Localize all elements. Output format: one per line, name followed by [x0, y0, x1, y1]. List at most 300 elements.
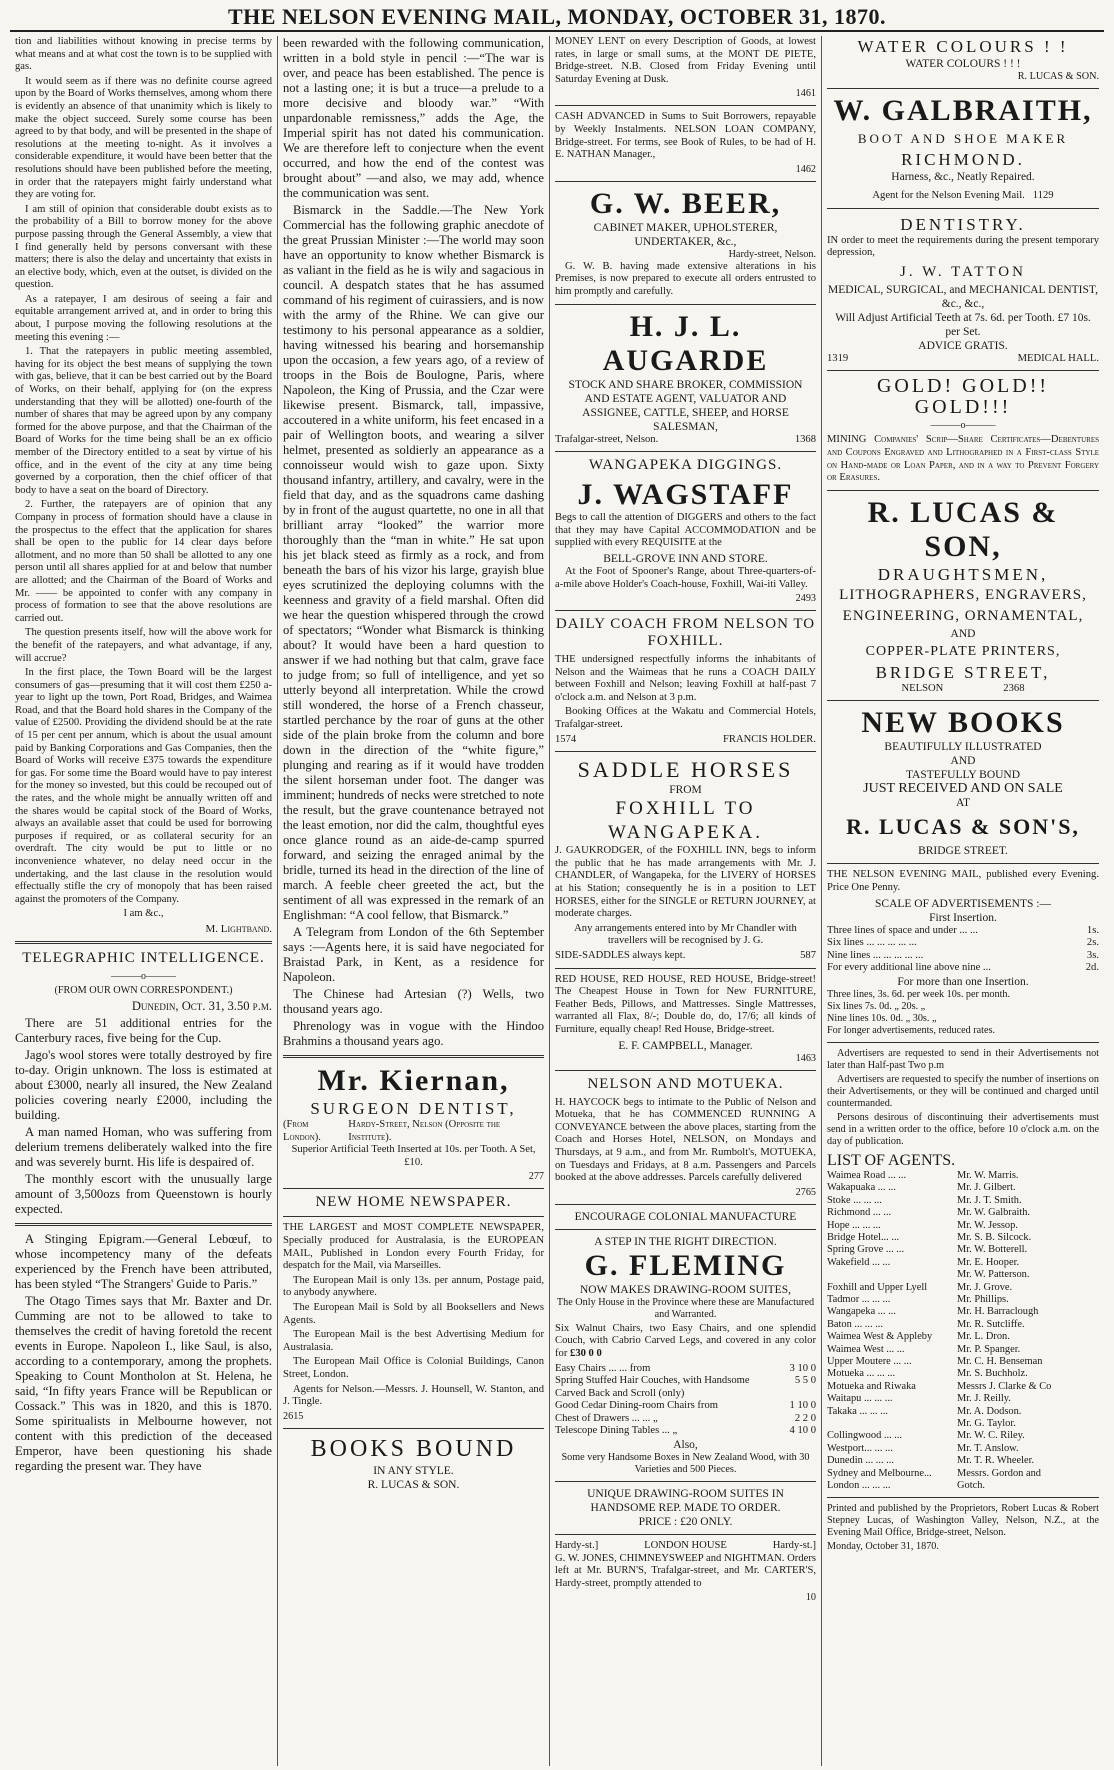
- unique-heading: UNIQUE DRAWING-ROOM SUITES IN HANDSOME REP. MADE TO ORDER.: [587, 1488, 784, 1515]
- agent-row: [827, 1269, 1099, 1281]
- price-value: 4 10 0: [789, 1425, 816, 1437]
- water-signature: R. LUCAS & SON.: [1017, 71, 1099, 82]
- agent-row: [827, 1182, 1099, 1194]
- telegraphic-item: There are 51 additional entries for the Canterbury races, five being for the Cup.: [15, 1015, 272, 1045]
- agent-row: [827, 1393, 1099, 1405]
- beer-trade: CABINET MAKER, UPHOLSTERER, UNDERTAKER, &c.,: [593, 221, 778, 248]
- agent-name: Gotch.: [957, 1480, 985, 1492]
- ad-number: 2615: [283, 1410, 304, 1422]
- agent-name: Mr. H. Barraclough: [957, 1306, 1039, 1318]
- notice: Advertisers are requested to specify the number of insertions on their Advertisements, or they will be continued and charged until countermanded.: [827, 1073, 1099, 1109]
- lucas-line: DRAUGHTSMEN,: [877, 564, 1049, 584]
- agent-row: [827, 1480, 1099, 1492]
- agent-row: [827, 1468, 1099, 1480]
- ad-number: 1319: [827, 352, 849, 364]
- wagstaff-address: At the Foot of Spooner's Range, about Three-quarters-of-a-mile above Holder's Coach-house, Foxhill, Wai-iti Valley.: [555, 565, 816, 590]
- divider: [283, 1188, 544, 1189]
- letter-para: 1. That the ratepayers in public meeting assembled, having for its object the best means of supplying the town with gas, believe, that it can be best carried out by the Board of Works, on their behalf, applying for (on the express understanding that they will be allotted) one-fourth of the number of shares that may be agreed upon by any company formed for the above purpose, and that the Chairman of the Board of Works for the time being shall be an ex officio member of the Directory entitled to a seat by virtue of his office, and in the event of the city at any time being governed by a corporation, then the chief officer of that body to have a seat on the board of Directory.: [15, 346, 272, 496]
- galbraith-trade: BOOT AND SHOE MAKER: [857, 131, 1069, 146]
- newspaper-body: The European Mail is only 13s. per annum, Postage paid, to anybody anywhere.: [283, 1274, 544, 1299]
- money-body: MONEY LENT on every Description of Goods, at lowest rates, in large or small sums, at the MONT DE PIETE, Bridge-street. N.B. Closed from Friday Evening until Saturday Evening at Dusk.: [555, 36, 816, 85]
- divider: [555, 1534, 816, 1535]
- divider: [555, 1229, 816, 1230]
- agent-place: Motueka and Riwaka: [827, 1380, 916, 1392]
- galbraith-body: Harness, &c., Neatly Repaired.: [891, 171, 1035, 183]
- price-item: Telescope Dining Tables ... „: [555, 1425, 678, 1437]
- agent-row: [827, 1455, 1099, 1467]
- agent-name: Mr. G. Taylor.: [957, 1418, 1016, 1430]
- agent-place: Dunedin ... ... ...: [827, 1455, 894, 1467]
- new-books-ad: [827, 706, 1099, 858]
- new-books-heading: NEW BOOKS: [861, 706, 1065, 740]
- ad-number: 1463: [795, 1052, 816, 1064]
- agent-name: Mr. J. Grove.: [957, 1281, 1013, 1293]
- mail-terms: [827, 869, 1099, 1148]
- agent-place: Baton ... ... ...: [827, 1318, 883, 1330]
- wangapeka-heading: WANGAPEKA DIGGINGS.: [588, 457, 783, 474]
- divider: [827, 370, 1099, 371]
- lucas-line: COPPER-PLATE PRINTERS,: [865, 643, 1061, 659]
- agent-row: [827, 1406, 1099, 1418]
- agent-place: London ... ... ...: [827, 1480, 891, 1492]
- coach-heading: DAILY COACH FROM NELSON TO FOXHILL.: [555, 616, 816, 650]
- ad-number: 277: [528, 1171, 544, 1183]
- motueka-heading: NELSON AND MOTUEKA.: [587, 1075, 784, 1092]
- london-house-bar: [555, 1540, 816, 1553]
- telegraphic-source: (FROM OUR OWN CORRESPONDENT.): [54, 984, 233, 996]
- telegraphic-dateline: Dunedin, Oct. 31, 3.50 p.m.: [131, 998, 272, 1013]
- mail-pub: THE NELSON EVENING MAIL, published every Evening. Price One Penny.: [827, 869, 1099, 893]
- agent-place: Wangapeka ... ...: [827, 1306, 896, 1318]
- augarde-body: STOCK AND SHARE BROKER, COMMISSION AND ESTATE AGENT, VALUATOR AND ASSIGNEE, CATTLE, SHEEP, and HORSE SALESMAN,: [568, 378, 803, 433]
- agent-place: Foxhill and Upper Lyell: [827, 1281, 928, 1293]
- galbraith-ad: [827, 94, 1099, 203]
- agent-place: Motueka ... ... ...: [827, 1368, 896, 1380]
- divider: [15, 1223, 272, 1226]
- dentist-hall: MEDICAL HALL.: [1017, 352, 1099, 364]
- agents-list: [827, 1170, 1099, 1493]
- agent-place: Richmond ... ...: [827, 1207, 892, 1219]
- news-item: A Telegram from London of the 6th September says :—Agents here, it is said have negociated for Braistad Park, in Kent, as a residence for Napoleon.: [283, 925, 544, 984]
- agent-place: Sydney and Melbourne...: [827, 1467, 932, 1479]
- masthead: [10, 4, 1104, 32]
- coach-body: THE undersigned respectfully informs the inhabitants of Nelson and the Waimeas that he runs a COACH DAILY between Foxhill and Nelson; leaving Foxhill at half-past 7 o'clock a.m. and Nelson at 3 p.m.: [555, 654, 816, 703]
- jones-ad: [555, 1553, 816, 1605]
- dentistry-heading: DENTISTRY.: [900, 214, 1026, 234]
- agent-place: Collingwood ... ...: [827, 1430, 903, 1442]
- lucas-and: AND: [950, 627, 976, 640]
- scale-row: [827, 925, 1099, 938]
- galbraith-agent: Agent for the Nelson Evening Mail.: [872, 190, 1025, 201]
- scale-price: 1s.: [1086, 924, 1099, 936]
- books-bound-ad: [283, 1434, 544, 1492]
- price-value: 1 10 0: [789, 1400, 816, 1412]
- newspaper-body: The European Mail Office is Colonial Buildings, Canon Street, London.: [283, 1356, 544, 1380]
- newspaper-heading: NEW HOME NEWSPAPER.: [315, 1194, 512, 1211]
- price-value: 5 5 0: [794, 1375, 816, 1387]
- dentist-name: J. W. TATTON: [900, 263, 1026, 280]
- beer-body: G. W. B. having made extensive alterations in his Premises, is now prepared to execute all orders entrusted to him promptly and carefully.: [555, 260, 816, 297]
- fleming-name: G. FLEMING: [584, 1248, 787, 1282]
- letter-para: The question presents itself, how will the above work for the benefit of the ratepayers, and what advantage, if any, will accrue?: [15, 627, 272, 664]
- ad-number: 2765: [795, 1186, 816, 1198]
- kiernan-ad: [283, 1064, 544, 1183]
- newspaper-body: The European Mail is Sold by all Booksellers and News Agents.: [283, 1301, 544, 1326]
- divider: [827, 1042, 1099, 1043]
- divider: [555, 751, 816, 752]
- cash-body: CASH ADVANCED in Sums to Suit Borrowers, repayable by Weekly Instalments. NELSON LOAN COMPANY, Bridge-street. For terms, see Book of Rules, to be had of H. E. NATHAN Manager.,: [555, 111, 816, 161]
- divider: [555, 1204, 816, 1205]
- price-item: Easy Chairs ... ... from: [555, 1362, 651, 1374]
- scale-first: First Insertion.: [929, 911, 997, 924]
- columns: [10, 36, 1104, 1766]
- agent-place: [827, 1269, 945, 1281]
- divider: [827, 208, 1099, 209]
- galbraith-place: RICHMOND.: [901, 150, 1025, 169]
- agent-name: Mr. C. H. Benseman: [957, 1356, 1043, 1367]
- news-item: The Chinese had Artesian (?) Wells, two thousand years ago.: [283, 987, 544, 1016]
- ad-number: 1368: [794, 433, 816, 445]
- scale-heading: SCALE OF ADVERTISEMENTS :—: [875, 897, 1051, 910]
- price-row: [555, 1363, 816, 1376]
- london-right: Hardy-st.]: [772, 1540, 816, 1552]
- divider: [555, 451, 816, 452]
- letter-closing: I am &c.,: [123, 908, 164, 920]
- agent-place: Wakefield ... ...: [827, 1256, 891, 1268]
- water-sub: WATER COLOURS ! ! !: [905, 58, 1021, 70]
- galbraith-name: W. GALBRAITH,: [833, 94, 1093, 127]
- fleming-ad: [555, 1210, 816, 1529]
- letter-to-editor: [15, 36, 272, 935]
- agent-place: Tadmor ... ... ...: [827, 1293, 891, 1305]
- scale-price: 2s.: [1086, 937, 1099, 949]
- agent-row: [827, 1443, 1099, 1455]
- letter-para: It would seem as if there was no definite course agreed upon by the Board of Works themselves, among whom there is evidently an absence of that unanimity which is likely to make the object succeed. Surely some course has been agreed to by that body, and will be presented in the shape of resolutions at the meeting to-night. As it involves a considerable expenditure, it would have been better that the resolutions should have been published before the meeting, in order that the ratepayers might fairly understand what they are voting for.: [15, 75, 272, 201]
- telegraphic-item: Jago's wool stores were totally destroyed by fire to-day. Origin unknown. The loss is estimated at about £3000, nearly all insured, the New Zealand policies covering nearly £2000, including the building.: [15, 1047, 272, 1122]
- divider: [555, 1481, 816, 1482]
- agent-row: [827, 1368, 1099, 1380]
- agent-name: Mr. R. Sutcliffe.: [957, 1318, 1025, 1330]
- lucas-place: NELSON: [901, 682, 944, 694]
- divider: [555, 105, 816, 106]
- agent-name: Mr. W. Marris.: [957, 1169, 1019, 1181]
- dentist-price: Will Adjust Artificial Teeth at 7s. 6d. per Tooth. £7 10s. per Set.: [835, 311, 1091, 338]
- column-2: [278, 36, 550, 1766]
- agent-name: Mr. P. Spanger.: [957, 1343, 1021, 1355]
- agent-place: Takaka ... ... ...: [827, 1405, 889, 1417]
- agent-name: Mr. W. Patterson.: [957, 1269, 1030, 1281]
- red-house-signature: E. F. CAMPBELL, Manager.: [618, 1039, 753, 1052]
- new-books-line: BEAUTIFULLY ILLUSTRATED: [884, 741, 1042, 754]
- scale-row: [827, 950, 1099, 963]
- news-item: Phrenology was in vogue with the Hindoo Brahmins a thousand years ago.: [283, 1019, 544, 1048]
- jones-body: G. W. JONES, CHIMNEYSWEEP and NIGHTMAN. Orders left at Mr. BURN'S, Trafalgar-street, and Mr. CARTER'S, Hardy-street, promptly attended to: [555, 1552, 816, 1589]
- agent-name: Mr. W. Botterell.: [957, 1244, 1028, 1256]
- price-item: Spring Stuffed Hair Couches, with Handsome Carved Back and Scroll (only): [555, 1375, 750, 1399]
- bismarck-article: Bismarck in the Saddle.—The New York Commercial has the following graphic anecdote of the great Prussian Minister :—The world may soon have an opportunity to know whether Bismarck is as valiant in the field as he is wily and sagacious in council. A despatch states that he has assumed command of his regiment of cuirassiers, and is now with the army of the Rhine. We can give our testimony to his personal appearance as a soldier, having witnessed his bearing and horsemanship upon the occasion, a few years ago, of a review of troops in the Bois de Boulogne, Paris, where Napoleon, the King of Prussia, and the Czar were likewise present. Bismarck, tall, impassive, accoutered in a white uniform, his feet encased in a pair of Wellington boots, and wearing a silver helmet, presented as soldierly an appearance as a connoisseur would wish to gaze upon. Sixty thousand infantry, artillery, and cavalry, were in the field that day, and as the squadrons came dashing by in front of the august quartette, no one in all that brilliant array “looked” the warrior more thoroughly than the “man in white.” He sat upon his jet black steed as firmly as a rock, and from beneath the bars of his vizor his large, grayish blue eyes scrutinized the deploying columns with the keenness and gravity of a field marshal. Often did we hear the question whispered through the crowd of spectators; “Wonder what Bismarck is thinking about? It would have been a hard question to answer if we had nothing but that calm, grave face to judge from; so full of intelligence, and yet so utterly beyond all interpretation. While the crowd still wondered, the horse of a French chasseur, startled perchance by the roar of guns at the other side of the plain broke from the column and bore down in the direction of the “white figure,” plunging and rearing as if it would have trodden the silent horseman under foot. The danger was imminent; hundreds of necks were stretched to note the result, but the grave countenance betrayed not the least emotion, nor did the calm, thoughtful eyes once glance round as an aide-de-camp spurred forward, and seizing the enraged animal by the bridle, turned its head in the direction of the line of march. A feeble cheer greeted the act, but the sentiment of all was expressed in the remark of an Englishman: “A cool fellow, that Bismarck.”: [283, 203, 544, 922]
- scale-row: [827, 937, 1099, 950]
- coach-signature: FRANCIS HOLDER.: [722, 733, 816, 745]
- agent-row: [827, 1381, 1099, 1393]
- scale-price: 2d.: [1085, 962, 1099, 974]
- agent-place: Hope ... ... ...: [827, 1219, 881, 1231]
- divider: [555, 968, 816, 969]
- books-heading: BOOKS BOUND: [310, 1435, 517, 1462]
- scale-longer: For longer advertisements, reduced rates.: [827, 1024, 996, 1036]
- divider: [555, 1070, 816, 1071]
- ad-number: 1462: [795, 163, 816, 175]
- red-house-ad: [555, 974, 816, 1065]
- scale-more: For more than one Insertion.: [897, 975, 1029, 988]
- fleming-only: The Only House in the Province where these are Manufactured and Warranted.: [556, 1296, 815, 1320]
- agent-name: Mr. J. T. Smith.: [957, 1194, 1022, 1206]
- dentistry-ad: [827, 214, 1099, 366]
- divider: [283, 1216, 544, 1217]
- dentistry-body: IN order to meet the requirements during the present temporary depression,: [827, 234, 1099, 259]
- agent-name: Mr. W. Galbraith.: [957, 1207, 1031, 1219]
- scale-item: Six lines ... ... ... ... ...: [827, 937, 917, 949]
- epigram-item: The Otago Times says that Mr. Baxter and Dr. Cumming are not to be allowed to take to themselves the credit of having foretold the recent events in Europe. Napoleon I., like Saul, is also, according to a contemporary, among the prophets. Speaking to Count Montholon at St. Helena, he said, “In fifty years France will be Republican or Cossack.” This was in 1820, and this is 1870. Some spiritualists in Melbourne however, not content with this prediction of the deceased Emperor, have been questioning his shade regarding the present war. They have: [15, 1293, 272, 1473]
- scale-price: 3s.: [1086, 949, 1099, 961]
- agent-row: [827, 1306, 1099, 1318]
- books-sub: IN ANY STYLE.: [373, 1464, 454, 1477]
- fleming-suite-price: £30 0 0: [570, 1347, 602, 1359]
- wagstaff-inn: BELL-GROVE INN AND STORE.: [603, 552, 768, 565]
- agent-row: [827, 1232, 1099, 1244]
- ornament: ———o———: [111, 970, 176, 982]
- coach-ad: [555, 616, 816, 746]
- divider: [827, 490, 1099, 491]
- agent-name: Mr. W. C. Riley.: [957, 1430, 1025, 1442]
- saddle-route: FOXHILL TO WANGAPEKA.: [607, 798, 764, 844]
- letter-para: I am still of opinion that considerable doubt exists as to the probability of a Bill to borrow money for the above purpose passing through the General Assembly, a view that I find generally held by persons conversant with these matters; there is also the delay and uncertainty that exists in an elective body, which, even at the outset, is divided on the question.: [15, 203, 272, 291]
- motueka-body: H. HAYCOCK begs to intimate to the Public of Nelson and Motueka, that he has COMMENCED RUNNING A CONVEYANCE between the above places, starting from the Coach and Horses Hotel, NELSON, on Mondays and Thursdays, at 9 a.m., and from Mr. Rumbolt's, MOTUEKA, on Tuesdays and Fridays, at 8 a.m. Passengers and Parcels booked at the above addresses. Parcels carefully delivered: [555, 1096, 816, 1184]
- wagstaff-body: Begs to call the attention of DIGGERS and others to the fact that they may have Capital ACCOMMODATION and be supplied with every REQUISITE at the: [555, 512, 816, 549]
- divider: [555, 304, 816, 305]
- saddle-heading: SADDLE HORSES: [577, 757, 794, 783]
- imprint-date: Monday, October 31, 1870.: [827, 1541, 939, 1553]
- telegraphic-item: A man named Homan, who was suffering from delerium tremens deliberately walked into the fire and was severely burnt. His life is despaired of.: [15, 1124, 272, 1169]
- kiernan-title: SURGEON DENTIST,: [310, 1099, 517, 1118]
- new-books-and: AND: [950, 755, 976, 768]
- agent-place: Waimea West ... ...: [827, 1343, 905, 1355]
- london-left: Hardy-st.]: [555, 1540, 599, 1552]
- kiernan-body: Superior Artificial Teeth Inserted at 10s. per Tooth. A Set, £10.: [291, 1144, 536, 1168]
- wagstaff-name: J. WAGSTAFF: [577, 478, 794, 512]
- agent-row: [827, 1195, 1099, 1207]
- agent-name: Mr. Phillips.: [957, 1293, 1009, 1305]
- agent-row: [827, 1294, 1099, 1306]
- agent-place: Upper Moutere ... ...: [827, 1356, 912, 1367]
- books-signature: R. LUCAS & SON.: [367, 1478, 460, 1491]
- agent-place: Waimea West & Appleby: [827, 1331, 933, 1343]
- newspaper-body: The European Mail is the best Advertising Medium for Australasia.: [283, 1329, 544, 1353]
- divider: [827, 1497, 1099, 1498]
- augarde-name: H. J. L. AUGARDE: [602, 309, 769, 377]
- divider: [283, 1055, 544, 1058]
- agent-row: [827, 1418, 1099, 1430]
- london-mid: LONDON HOUSE: [644, 1540, 727, 1552]
- new-books-name: R. LUCAS & SON'S,: [846, 814, 1080, 840]
- agent-place: Spring Grove ... ...: [827, 1244, 905, 1256]
- agent-row: [827, 1430, 1099, 1442]
- water-heading: WATER COLOURS ! !: [857, 37, 1069, 56]
- agent-name: Mr. S. Buchholz.: [957, 1368, 1028, 1380]
- epigram-item: A Stinging Epigram.—General Lebœuf, to whose incompetency many of the defeats experienced by the French have been attributed, has been styled “The Strangers' Guide to Paris.”: [15, 1231, 272, 1291]
- price-item: Good Cedar Dining-room Chairs from: [555, 1400, 718, 1412]
- augarde-ad: [555, 310, 816, 447]
- divider: [827, 863, 1099, 864]
- augarde-address: Trafalgar-street, Nelson.: [555, 433, 659, 445]
- saddle-note: Any arrangements entered into by Mr Chandler with travellers will be recognised by J. G.: [574, 922, 797, 947]
- scale-item: For every additional line above nine ...: [827, 962, 991, 974]
- new-books-at: AT: [955, 797, 971, 810]
- kiernan-from: (From London).: [283, 1119, 321, 1143]
- agent-row: [827, 1331, 1099, 1343]
- ad-number: 2368: [1003, 682, 1025, 694]
- masthead-title: THE NELSON EVENING MAIL, MONDAY, OCTOBER 31, 1870.: [227, 4, 886, 29]
- ad-number: 10: [805, 1592, 816, 1604]
- mining-body: MINING Companies' Scrip—Share Certificates—Debentures and Coupons Engraved and Lithographed in a First-class Style on Hand-made or Loan Paper, and in a way to Prevent Forgery or Erasures.: [827, 434, 1099, 484]
- price-item: Chest of Drawers ... ... „: [555, 1412, 658, 1424]
- agent-place: [827, 1418, 945, 1430]
- beer-name: G. W. BEER,: [589, 186, 782, 220]
- divider: [555, 181, 816, 182]
- kiernan-address: Hardy-Street, Nelson (Opposite the Institute).: [348, 1119, 501, 1143]
- lucas-name: R. LUCAS & SON,: [867, 495, 1059, 563]
- agent-place: Wakapuaka ... ...: [827, 1182, 896, 1194]
- cash-ad: [555, 111, 816, 175]
- divider: [827, 700, 1099, 701]
- column-1: [10, 36, 278, 1766]
- agent-name: Messrs J. Clarke & Co: [957, 1380, 1052, 1392]
- ornament: ———o———: [930, 420, 996, 432]
- agent-name: Mr. J. Gilbert.: [957, 1182, 1016, 1194]
- agent-name: Mr. J. Reilly.: [957, 1393, 1011, 1405]
- motueka-ad: [555, 1076, 816, 1199]
- dentist-advice: ADVICE GRATIS.: [918, 339, 1008, 352]
- letter-para: In the first place, the Town Board will be the largest consumers of gas—presuming that it will cost them £250 a-year to light up the town, Port Road, Bridges, and Waimea Road, and that the Board hold shares in the Company of the value of £2500. Providing the dividend should be at the rate of 15 per cent per annum, which is about the usual amount paid by Banking Corporations and Gas Companies, then the Board of Works will receive £375 towards the expenditure for gas. For some time the Board would have to pay interest for the money so invested, but this could be recouped out of the rates, and the whole might be annually written off and the shares would be capital stock of the Board of Works, always an available asset that could be used for borrowing purposes if required, or as collateral security for an overdraft. The city would be put to little or no inconvenience whatever, no delay need occur in the undertaking, and the last clause in the resolution would effectually stifle the cry of monopoly that has been raised against the promoters of the Company.: [15, 667, 272, 905]
- step-heading: A STEP IN THE RIGHT DIRECTION.: [594, 1235, 777, 1248]
- price-row: [555, 1413, 816, 1426]
- agent-row: [827, 1257, 1099, 1269]
- agent-name: Mr. S. B. Silcock.: [957, 1231, 1032, 1243]
- agent-name: Mr. T. Anslow.: [957, 1442, 1019, 1454]
- notice: Persons desirous of discontinuing their advertisements must send in a written order to the office, before 10 o'clock a.m. on the day of publication.: [827, 1111, 1099, 1147]
- scale-row: [827, 962, 1099, 975]
- divider: [555, 610, 816, 611]
- fleming-boxes: Some very Handsome Boxes in New Zealand Wood, with 30 Varieties and 500 Pieces.: [561, 1452, 810, 1476]
- lucas-line: BRIDGE STREET,: [875, 662, 1051, 682]
- newspaper-body: Agents for Nelson.—Messrs. J. Hounsell, W. Stanton, and J. Tingle.: [283, 1383, 544, 1408]
- price-value: 2 2 0: [794, 1412, 816, 1424]
- price-row: [555, 1400, 816, 1413]
- new-books-street: BRIDGE STREET.: [918, 845, 1008, 858]
- price-value: 3 10 0: [789, 1362, 816, 1374]
- wagstaff-ad: [555, 457, 816, 605]
- newspaper-ad: [283, 1194, 544, 1422]
- encourage-heading: ENCOURAGE COLONIAL MANUFACTURE: [574, 1210, 797, 1223]
- price-row: [555, 1425, 816, 1438]
- column-4: [822, 36, 1104, 1766]
- scale-row2: Nine lines 10s. 0d. „ 30s. „: [827, 1012, 937, 1024]
- saddle-footer: SIDE-SADDLES always kept.: [555, 950, 686, 961]
- divider: [827, 88, 1099, 89]
- agent-row: [827, 1207, 1099, 1219]
- agent-row: [827, 1244, 1099, 1256]
- kiernan-name: Mr. Kiernan,: [317, 1064, 510, 1097]
- newspaper-body: THE LARGEST and MOST COMPLETE NEWSPAPER, Specially produced for Australasia, is the EUROPEAN MAIL, Published in London every Fourth Friday, for despatch for the Mail, via Marseilles.: [283, 1222, 544, 1272]
- saddle-ad: [555, 757, 816, 962]
- agent-name: Messrs. Gordon and: [957, 1467, 1041, 1479]
- agent-name: Mr. E. Hooper.: [957, 1256, 1020, 1268]
- notice: Advertisers are requested to send in their Advertisements not later than Half-past Two p.m: [827, 1047, 1099, 1071]
- lucas-ad: [827, 496, 1099, 696]
- agent-place: Waimea Road ... ...: [827, 1169, 907, 1181]
- imprint: Printed and published by the Proprietors, Robert Lucas & Robert Stepney Lucas, of Washington Valley, Nelson, N.Z., at the Evening Mail Office, Bridge-street, Nelson.: [827, 1503, 1099, 1539]
- telegraphic-heading: TELEGRAPHIC INTELLIGENCE.: [22, 949, 265, 966]
- scale-row2: Six lines 7s. 0d. „ 20s. „: [827, 1000, 926, 1012]
- scale-row2: Three lines, 3s. 6d. per week 10s. per month.: [827, 988, 1011, 1000]
- news-item: been rewarded with the following communication, written in a bold style in pencil :—“The war is over, and peace has been established. The pence is not a lasting one; it is but a truce—a prelude to a more decisive and bloody war.” “With unpardonable remissness,” adds the Age, the Imperial spirit has not dated his communication. We are therefore left to conjecture when the event occurred, and how the end of the contest was brought about” —and also, we may add, whence the communication was sent.: [283, 36, 544, 200]
- beer-address: Hardy-street, Nelson.: [728, 248, 816, 260]
- gold-heading: GOLD! GOLD!! GOLD!!!: [876, 375, 1050, 419]
- red-house-body: RED HOUSE, RED HOUSE, RED HOUSE, Bridge-street! The Cheapest House in Town for New FURNITURE, Feather Beds, Pillows, and Mattresses. Single Mattresses, warranted all Flax, 8/-; Double do, do, 17/6; all kinds of Furniture, equally cheap! Red House, Bridge-street.: [555, 973, 816, 1035]
- agent-place: Waitapu ... ... ...: [827, 1393, 893, 1405]
- letter-para: tion and liabilities without knowing in precise terms by what means and at what cost the town is to be supplied with gas.: [15, 36, 272, 73]
- unique-price: PRICE : £20 ONLY.: [638, 1516, 733, 1529]
- agent-name: Mr. T. R. Wheeler.: [957, 1455, 1035, 1467]
- agent-name: Mr. W. Jessop.: [957, 1219, 1018, 1231]
- ad-number: 1574: [555, 733, 577, 745]
- agent-row: [827, 1170, 1099, 1182]
- agent-row: [827, 1220, 1099, 1232]
- gold-ad: [827, 376, 1099, 484]
- ad-number: 1129: [1032, 190, 1054, 201]
- water-colours-ad: [827, 36, 1099, 83]
- scale-item: Three lines of space and under ... ...: [827, 924, 978, 936]
- ad-number: 2493: [795, 593, 816, 605]
- letter-para: As a ratepayer, I am desirous of seeing a fair and equitable arrangement arrived at, and in order to bring this about, I purpose moving the following resolutions at the meeting this evening :—: [15, 293, 272, 343]
- saddle-from: FROM: [669, 784, 702, 797]
- coach-offices: Booking Offices at the Wakatu and Commercial Hotels, Trafalgar-street.: [555, 706, 816, 731]
- agent-place: Stoke ... ... ...: [827, 1194, 882, 1206]
- agent-name: Mr. L. Dron.: [957, 1331, 1010, 1343]
- agent-row: [827, 1282, 1099, 1294]
- price-row: [555, 1375, 816, 1400]
- agent-place: Bridge Hotel... ...: [827, 1231, 900, 1243]
- agents-heading: LIST OF AGENTS.: [827, 1151, 956, 1169]
- dentist-trade: MEDICAL, SURGICAL, and MECHANICAL DENTIST, &c., &c.,: [828, 283, 1098, 310]
- new-books-line: JUST RECEIVED AND ON SALE: [863, 781, 1063, 797]
- fleming-suite: [555, 1323, 816, 1361]
- column-3: [550, 36, 822, 1766]
- letter-signature: M. Lightband.: [205, 922, 272, 935]
- fleming-suite-text: Six Walnut Chairs, two Easy Chairs, and one splendid Couch, with Cabrio Carved Legs, and covered in any color for: [555, 1322, 816, 1359]
- saddle-body: J. GAUKRODGER, of the FOXHILL INN, begs to inform the public that he has made arrangements with Mr. J. CHANDLER, of Wangapeka, for the LIVERY of HORSES at his Station; consequently he is in a position to LET HORSES, either for the SINGLE or RETURN JOURNEY, at moderate charges.: [555, 845, 816, 920]
- agent-row: [827, 1319, 1099, 1331]
- scale-item: Nine lines ... ... ... ... ...: [827, 949, 924, 961]
- telegraphic-item: The monthly escort with the unusually large amount of 3,500ozs from Queenstown is hourly expected.: [15, 1171, 272, 1216]
- fleming-also: Also,: [673, 1439, 698, 1452]
- ad-number: 587: [800, 950, 816, 961]
- ad-number: 1461: [795, 88, 816, 100]
- agent-row: [827, 1356, 1099, 1368]
- new-books-line: TASTEFULLY BOUND: [905, 769, 1021, 782]
- letter-para: 2. Further, the ratepayers are of opinion that any Company in process of formation should have a clause in the prospectus to the effect that the application for shares shall be open to the public for 14 clear days before allotment, and no more than 50 shall be allotted to any one person until all shares applied for at and below that number are allotted; and the Chairman of the Board of Works and Mr. —— be appointed to confer with any company in process of formation to see that the above resolutions are carried out.: [15, 499, 272, 624]
- lucas-line: LITHOGRAPHERS, ENGRAVERS,: [839, 586, 1087, 603]
- lucas-line: ENGINEERING, ORNAMENTAL,: [842, 607, 1084, 624]
